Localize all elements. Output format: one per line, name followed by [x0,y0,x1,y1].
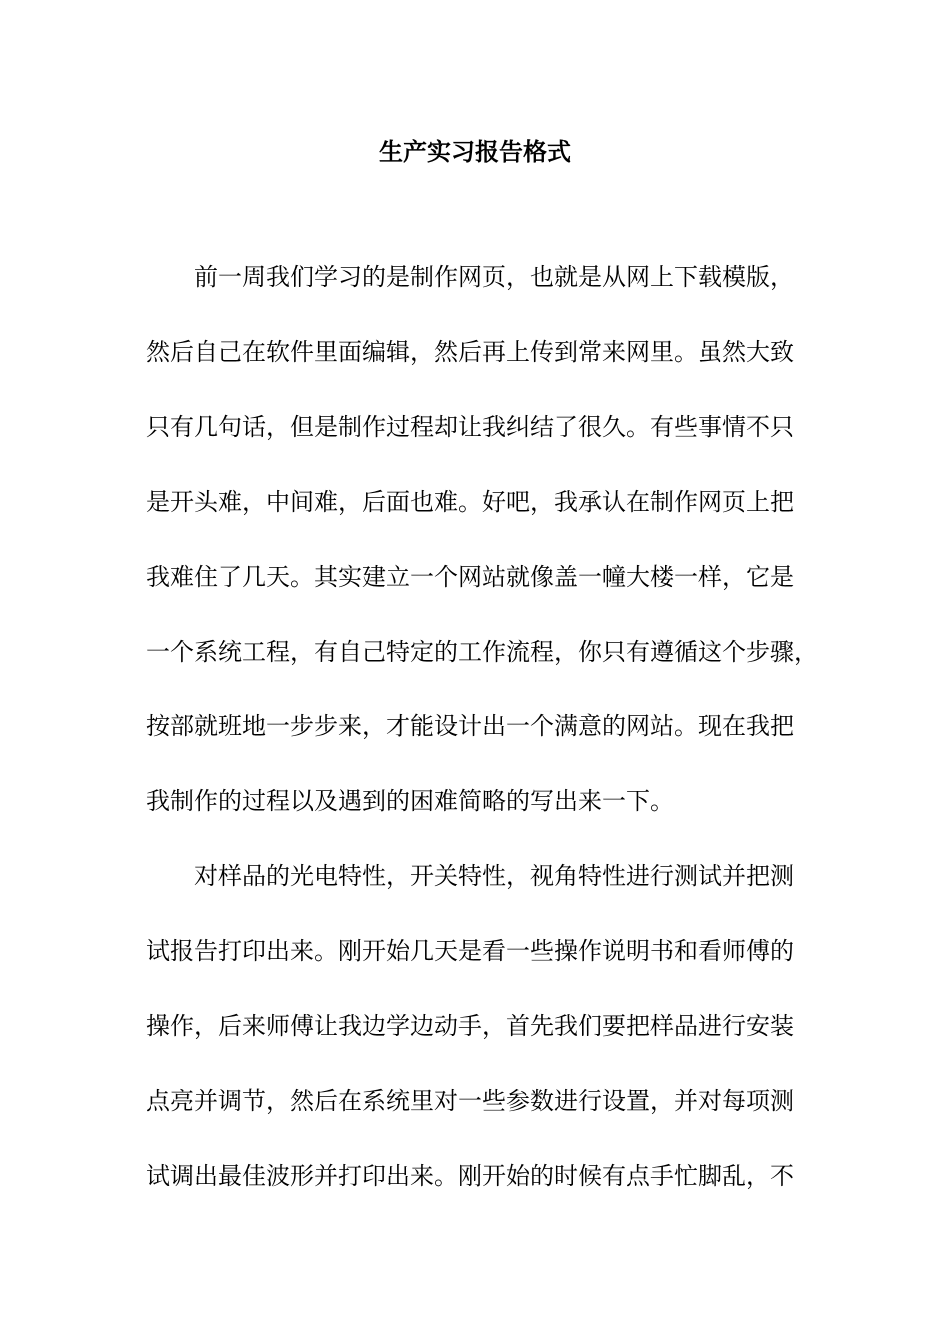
paragraph-line: 我制作的过程以及遇到的困难简略的写出来一下。 [146,787,674,815]
paragraph-line: 前一周我们学习的是制作网页，也就是从网上下载模版， [194,263,794,291]
paragraph-line: 然后自己在软件里面编辑，然后再上传到常来网里。虽然大致 [146,338,794,366]
paragraph-line: 试调出最佳波形并打印出来。刚开始的时候有点手忙脚乱，不 [146,1162,794,1190]
paragraph-line: 只有几句话，但是制作过程却让我纠结了很久。有些事情不只 [146,413,794,441]
paragraph-line: 按部就班地一步步来，才能设计出一个满意的网站。现在我把 [146,712,794,740]
paragraph-line: 点亮并调节，然后在系统里对一些参数进行设置，并对每项测 [146,1087,794,1115]
paragraph-line: 我难住了几天。其实建立一个网站就像盖一幢大楼一样，它是 [146,563,794,591]
paragraph-line: 是开头难，中间难，后面也难。好吧，我承认在制作网页上把 [146,488,794,516]
paragraph-line: 操作，后来师傅让我边学边动手，首先我们要把样品进行安装 [146,1012,794,1040]
paragraph-line: 一个系统工程，有自己特定的工作流程，你只有遵循这个步骤， [146,638,818,666]
paragraph-line: 对样品的光电特性，开关特性，视角特性进行测试并把测 [194,862,794,890]
document-title: 生产实习报告格式 [379,138,571,166]
paragraph-line: 试报告打印出来。刚开始几天是看一些操作说明书和看师傅的 [146,937,794,965]
